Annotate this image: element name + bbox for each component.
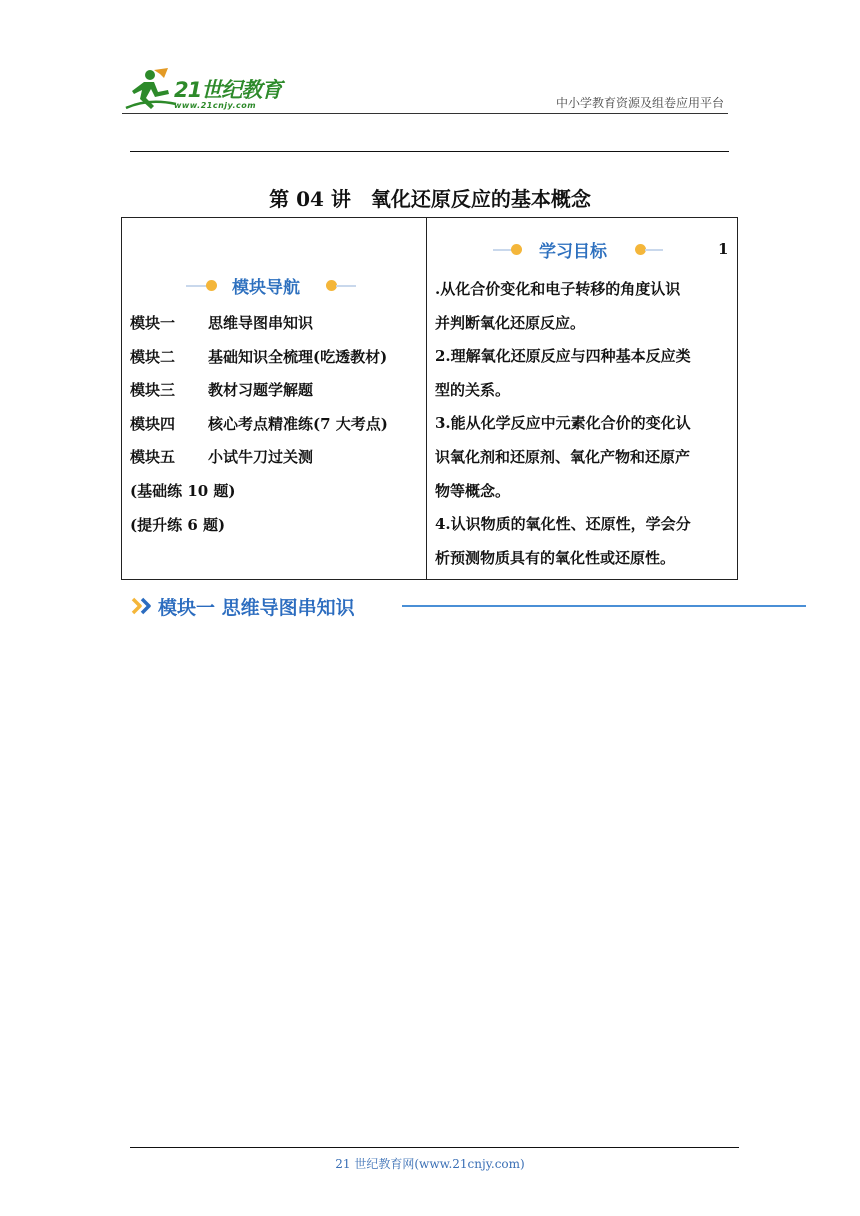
page-header — [122, 66, 728, 116]
nav-item-module: 模块五 — [130, 448, 176, 467]
goal-line: 析预测物质具有的氧化性或还原性。 — [435, 548, 676, 567]
footer-link[interactable]: 21 世纪教育网(www.21cnjy.com) — [335, 1157, 525, 1171]
goal-line: 2.理解氧化还原反应与四种基本反应类 — [435, 347, 691, 366]
module-nav-badge — [186, 273, 356, 297]
practice-count-basic: (基础练 10 题) — [130, 481, 236, 500]
nav-item-desc: 核心考点精准练(7 大考点) — [208, 414, 388, 433]
runner-logo-icon — [124, 68, 180, 112]
goal-line: 物等概念。 — [435, 481, 511, 500]
nav-item-module: 模块一 — [130, 314, 176, 332]
goal-line: 3.能从化学反应中元素化合价的变化认 — [435, 414, 691, 433]
double-chevron-icon — [130, 596, 156, 616]
nav-item-module: 模块二 — [130, 347, 176, 366]
badge-dot-icon — [511, 244, 522, 255]
footer-rule — [130, 1147, 739, 1148]
goal-line: 4.认识物质的氧化性、还原性，学会分 — [435, 515, 691, 534]
module-nav-list — [130, 312, 420, 547]
nav-item-desc: 小试牛刀过关测 — [208, 448, 314, 467]
platform-tagline: 中小学教育资源及组卷应用平台 — [555, 96, 724, 110]
header-divider — [122, 113, 728, 114]
nav-item[interactable] — [130, 346, 420, 380]
goal-line: 识氧化剂和还原剂、氧化产物和还原产 — [435, 447, 691, 466]
learning-goals-badge — [493, 237, 663, 261]
badge-dot-icon — [206, 280, 217, 291]
section-heading-text: 模块一 思维导图串知识 — [158, 597, 355, 619]
lesson-title: 第 04 讲 氧化还原反应的基本概念 — [269, 187, 591, 211]
goal-first-number: 1 — [718, 240, 729, 258]
learning-goals-badge-label: 学习目标 — [539, 242, 607, 262]
nav-item[interactable] — [130, 379, 420, 413]
site-logo[interactable] — [122, 66, 292, 116]
learning-goals-list — [435, 278, 732, 580]
nav-item-module: 模块三 — [130, 381, 176, 400]
section-heading — [130, 594, 680, 618]
nav-item[interactable] — [130, 413, 420, 447]
nav-item-module: 模块四 — [130, 414, 176, 433]
logo-url: www.21cnjy.com — [174, 101, 257, 110]
goal-line: 型的关系。 — [435, 380, 511, 399]
nav-item-desc: 基础知识全梳理(吃透教材) — [208, 347, 388, 366]
nav-item[interactable] — [130, 312, 420, 346]
practice-count-advanced: (提升练 6 题) — [130, 515, 226, 534]
top-rule — [130, 151, 729, 152]
table-column-divider — [426, 217, 427, 580]
goal-line: 并判断氧化还原反应。 — [435, 313, 586, 332]
module-nav-badge-label: 模块导航 — [232, 278, 300, 298]
logo-text: 21世纪教育 — [174, 78, 282, 102]
goal-line: .从化合价变化和电子转移的角度认识 — [435, 280, 681, 298]
section-heading-rule — [402, 605, 806, 607]
nav-item-desc: 教材习题学解题 — [208, 381, 314, 400]
nav-item[interactable] — [130, 446, 420, 480]
nav-item-desc: 思维导图串知识 — [208, 314, 314, 332]
